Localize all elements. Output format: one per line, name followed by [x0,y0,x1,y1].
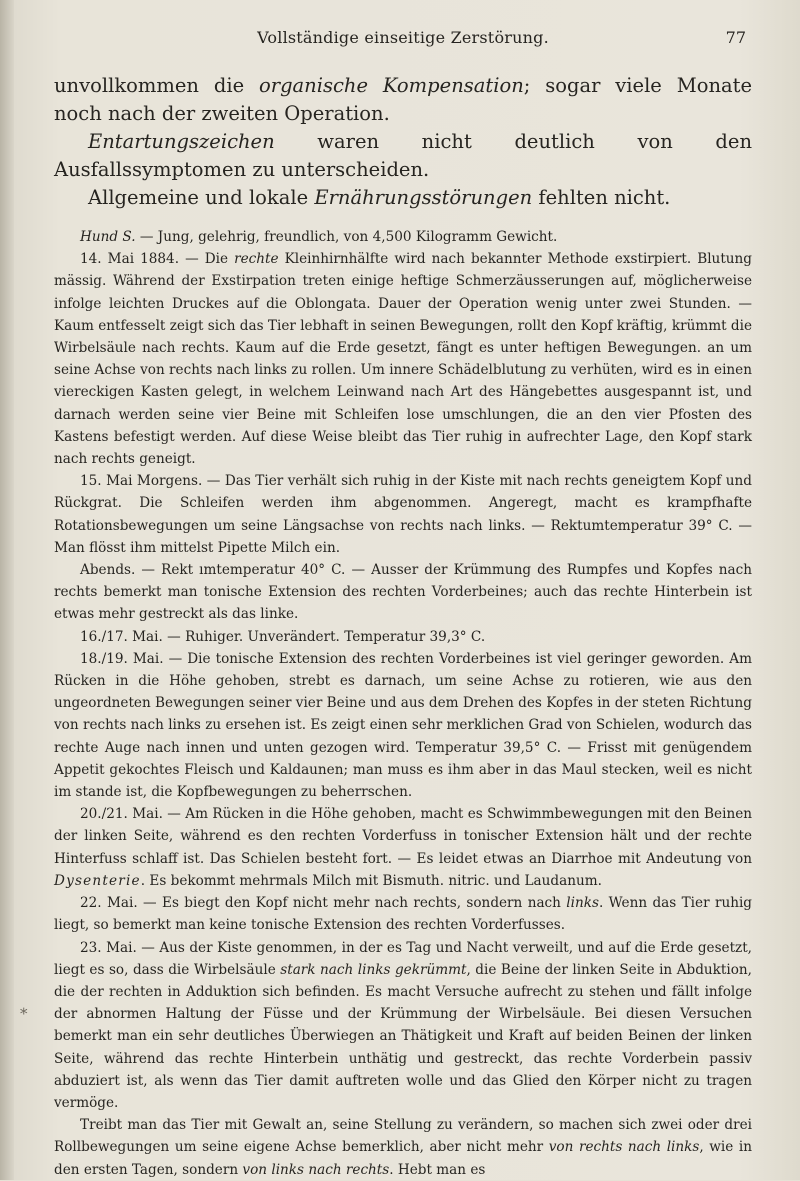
running-head-title: Vollständige einseitige Zerstörung. [257,28,549,47]
running-head [54,28,752,54]
case-entry-23-mai: 23. Mai. — Aus der Kiste genommen, in der es Tag und Nacht verweilt, und auf die Erde gesetzt, liegt es so, dass die Wirbelsäule stark nach links gekrümmt, die Beine der linken Seite in Abduktion, die der rechten in Adduktion sich befinden. Es macht Versuche aufrecht zu stehen und fällt infolge der abnormen Haltung der Füsse und der Krümmung der Wirbelsäule. Bei diesen Versuchen bemerkt man ein sehr deutliches Überwiegen an Thätigkeit und Kraft auf beiden Beinen der linken Seite, während das rechte Hinterbein unthätig und gestreckt, das rechte Vorderbein passiv abduziert ist, als wenn das Tier damit auftreten wolle und das Glied den Körper nicht zu tragen vermöge. [54,939,752,1111]
margin-pencil-mark: ⁎ [20,1000,28,1018]
intro-paragraph: unvollkommen die organische Kompensation; sogar viele Monate noch nach der zweiten Operation. [54,74,752,125]
case-entry-15-mai: 15. Mai Morgens. — Das Tier verhält sich ruhig in der Kiste mit nach rechts geneigtem Kopf und Rückgrat. Die Schleifen werden ihm abgenommen. Angeregt, macht es krampfhafte Rotationsbewegungen um seine Längsachse von rechts nach links. — Rektumtemperatur 39° C. — Man flösst ihm mittelst Pipette Milch ein. [54,473,752,556]
italic-term: Dysenterie [54,872,141,889]
case-entry-22-mai: 22. Mai. — Es biegt den Kopf nicht mehr nach rechts, sondern nach links. Wenn das Tier ruhig liegt, so bemerkt man keine tonische Extension des rechten Vorderfusses. [54,895,752,934]
intro-paragraph: Allgemeine und lokale Ernährungsstörungen fehlten nicht. [88,186,671,209]
page-number: 77 [725,28,746,47]
intro-text [54,72,752,212]
page-edge-shadow [0,0,14,1180]
case-report [54,226,752,1181]
case-heading: Hund S. — Jung, gelehrig, freundlich, von 4,500 Kilogramm Gewicht. [80,229,558,245]
case-entry-16-17-mai: 16./17. Mai. — Ruhiger. Unverändert. Temperatur 39,3° C. [80,628,486,645]
case-entry-continuation: Treibt man das Tier mit Gewalt an, seine Stellung zu verändern, so machen sich zwei oder drei Rollbewegungen um seine eigene Achse bemerklich, aber nicht mehr von rechts nach links, wie in den ersten Tagen, sondern von links nach rechts. Hebt man es [54,1117,752,1178]
italic-term: Entartungszeichen [88,130,275,153]
italic-term: von rechts nach links [548,1139,700,1156]
italic-term: links [566,895,599,912]
case-entry-14-mai: 14. Mai 1884. — Die rechte Kleinhirnhälfte wird nach bekannter Methode exstirpiert. Blutung mässig. Während der Exstirpation treten einige heftige Schmerzäusserungen auf, möglicherweise infolge leichten Druckes auf die Oblongata. Dauer der Operation wenig unter zwei Stunden. — Kaum entfesselt zeigt sich das Tier lebhaft in seinen Bewegungen, rollt den Kopf kräftig, krümmt die Wirbelsäule nach rechts. Kaum auf die Erde gesetzt, fängt es unter heftigen Bewegungen. an um seine Achse von rechts nach links zu rollen. Um innere Schädelblutung zu verhüten, wird es in einen viereckigen Kasten gelegt, in welchem Leinwand nach Art des Hängebettes ausgespannt ist, und darnach werden seine vier Beine mit Schleifen lose umschlungen, die an den vier Pfosten des Kastens befestigt werden. Auf diese Weise bleibt das Tier ruhig in aufrechter Lage, den Kopf stark nach rechts geneigt. [54,251,752,468]
intro-paragraph: Entartungszeichen waren nicht deutlich von den Ausfallssymptomen zu unterscheiden. [54,130,752,181]
italic-term: von links nach rechts [242,1161,390,1178]
italic-term: stark nach links gekrümmt [280,961,467,978]
italic-term: rechte [234,251,279,268]
italic-term: Ernährungsstörungen [314,186,533,209]
case-entry-abends: Abends. — Rekt ımtemperatur 40° C. — Ausser der Krümmung des Rumpfes und Kopfes nach rechts bemerkt man tonische Extension des rechten Vorderbeines; auch das rechte Hinterbein ist etwas mehr gestreckt als das linke. [54,562,752,623]
case-entry-20-21-mai: 20./21. Mai. — Am Rücken in die Höhe gehoben, macht es Schwimmbewegungen mit den Beinen der linken Seite, während es den rechten Vorderfuss in tonischer Extension hält und der rechte Hinterfuss schlaff ist. Das Schielen besteht fort. — Es leidet etwas an Diarrhoe mit Andeutung von Dysenterie. Es bekommt mehrmals Milch mit Bismuth. nitric. und Laudanum. [54,806,752,889]
case-subject: Hund S. [80,229,136,245]
case-entry-18-19-mai: 18./19. Mai. — Die tonische Extension des rechten Vorderbeines ist viel geringer geworden. Am Rücken in die Höhe gehoben, strebt es darnach, um seine Achse zu rotieren, wie aus den ungeordneten Bewegungen seiner vier Beine und aus dem Drehen des Kopfes in der steten Richtung von rechts nach links zu ersehen ist. Es zeigt einen sehr merklichen Grad von Schielen, wodurch das rechte Auge nach innen und unten gezogen wird. Temperatur 39,5° C. — Frisst mit genügendem Appetit gekochtes Fleisch und Kaldaunen; man muss es ihm aber in das Maul stecken, weil es nicht im stande ist, die Kopfbewegungen zu beherrschen. [54,650,752,801]
italic-term: organische Kompensation [259,74,524,97]
